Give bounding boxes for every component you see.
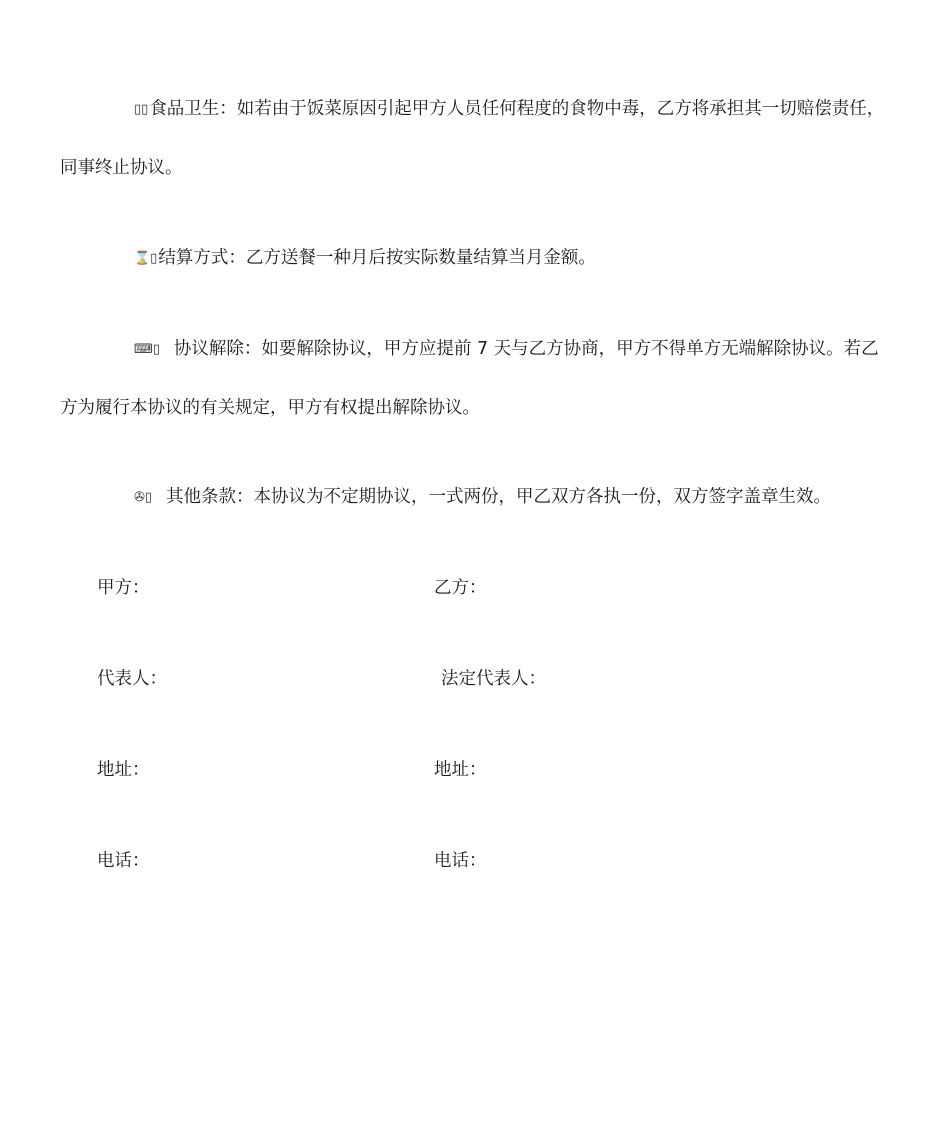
party-b-legal-representative-label: 法定代表人： [441,669,546,689]
clause-settlement [60,229,890,288]
party-b-name-label: 乙方： [434,578,487,598]
clause-text: 协议解除：如要解除协议，甲方应提前 7 天与乙方协商，甲方不得单方无端解除协议。若乙方为履行本协议的有关规定，甲方有权提出解除协议。 [60,339,879,418]
party-b-address-label: 地址： [434,760,487,780]
keyboard-icon: ⌨▯ [134,342,160,357]
clause-text: 食品卫生：如若由于饭菜原因引起甲方人员任何程度的食物中毒，乙方将承担其一切赔偿责任，同事终止协议。 [60,99,885,178]
clause-other-terms [60,468,890,527]
clause-food-hygiene [60,80,890,197]
hourglass-icon: ⌛▯ [134,251,158,266]
party-a-representative-label: 代表人： [97,669,167,689]
party-b-phone-label: 电话： [434,851,487,871]
clause-text: 其他条款：本协议为不定期协议，一式两份，甲乙双方各执一份，双方签字盖章生效。 [166,487,832,507]
clause-text: 结算方式：乙方送餐一种月后按实际数量结算当月金额。 [158,248,596,268]
clause-termination [60,320,890,437]
clause-marker-icon: ▯▯ [134,102,149,117]
party-a-phone-label: 电话： [97,851,150,871]
party-a-name-label: 甲方： [97,578,150,598]
mouse-icon: ✇▯ [134,490,153,505]
party-a-address-label: 地址： [97,760,150,780]
